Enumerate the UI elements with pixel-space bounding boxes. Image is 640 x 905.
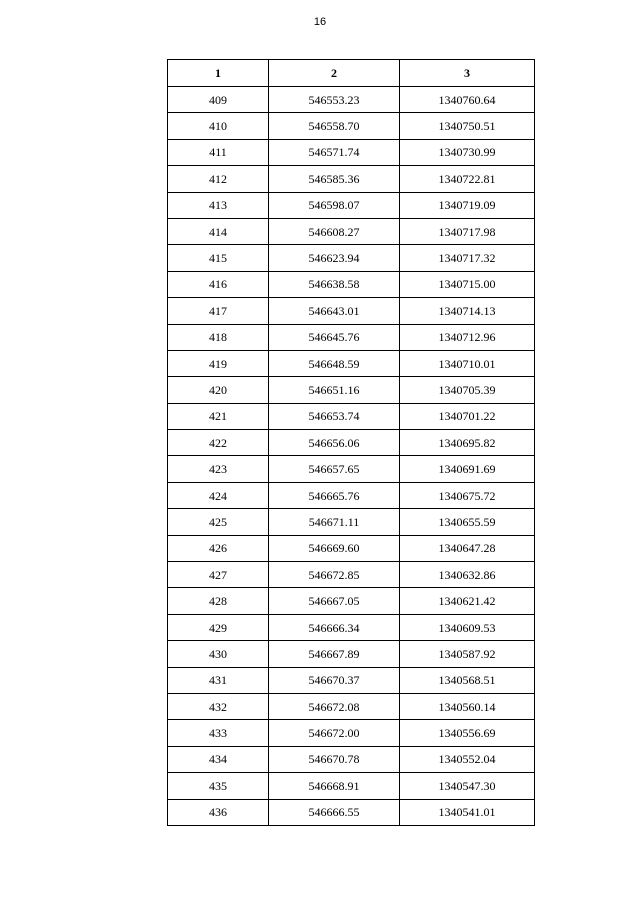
x-coordinate-cell: 546672.08	[269, 693, 400, 719]
point-number-cell: 426	[168, 535, 269, 561]
y-coordinate-cell: 1340560.14	[400, 693, 535, 719]
y-coordinate-cell: 1340609.53	[400, 614, 535, 640]
point-number-cell: 428	[168, 588, 269, 614]
y-coordinate-cell: 1340632.86	[400, 562, 535, 588]
point-number-cell: 412	[168, 166, 269, 192]
y-coordinate-cell: 1340701.22	[400, 403, 535, 429]
table-row	[168, 271, 535, 297]
table-row	[168, 192, 535, 218]
table-row	[168, 456, 535, 482]
table-header-row	[168, 60, 535, 87]
x-coordinate-cell: 546670.78	[269, 746, 400, 772]
y-coordinate-cell: 1340717.32	[400, 245, 535, 271]
point-number-cell: 420	[168, 377, 269, 403]
y-coordinate-cell: 1340691.69	[400, 456, 535, 482]
table-row	[168, 87, 535, 113]
point-number-cell: 419	[168, 350, 269, 376]
y-coordinate-cell: 1340760.64	[400, 87, 535, 113]
y-coordinate-cell: 1340719.09	[400, 192, 535, 218]
y-coordinate-cell: 1340730.99	[400, 139, 535, 165]
point-number-cell: 411	[168, 139, 269, 165]
y-coordinate-cell: 1340714.13	[400, 298, 535, 324]
y-coordinate-cell: 1340722.81	[400, 166, 535, 192]
point-number-cell: 413	[168, 192, 269, 218]
point-number-cell: 423	[168, 456, 269, 482]
point-number-cell: 433	[168, 720, 269, 746]
y-coordinate-cell: 1340705.39	[400, 377, 535, 403]
point-number-cell: 422	[168, 430, 269, 456]
x-coordinate-cell: 546653.74	[269, 403, 400, 429]
x-coordinate-cell: 546672.00	[269, 720, 400, 746]
y-coordinate-cell: 1340568.51	[400, 667, 535, 693]
y-coordinate-cell: 1340552.04	[400, 746, 535, 772]
point-number-cell: 435	[168, 773, 269, 799]
table-row	[168, 139, 535, 165]
table-row	[168, 588, 535, 614]
y-coordinate-cell: 1340717.98	[400, 218, 535, 244]
table-row	[168, 403, 535, 429]
x-coordinate-cell: 546665.76	[269, 482, 400, 508]
y-coordinate-cell: 1340547.30	[400, 773, 535, 799]
x-coordinate-cell: 546585.36	[269, 166, 400, 192]
point-number-cell: 424	[168, 482, 269, 508]
point-number-cell: 418	[168, 324, 269, 350]
table-row	[168, 298, 535, 324]
page-number: 16	[313, 16, 327, 28]
point-number-cell: 415	[168, 245, 269, 271]
table-row	[168, 218, 535, 244]
point-number-cell: 421	[168, 403, 269, 429]
x-coordinate-cell: 546666.55	[269, 799, 400, 825]
y-coordinate-cell: 1340750.51	[400, 113, 535, 139]
y-coordinate-cell: 1340621.42	[400, 588, 535, 614]
x-coordinate-cell: 546608.27	[269, 218, 400, 244]
table-row	[168, 746, 535, 772]
column-header-3: 3	[400, 60, 535, 87]
x-coordinate-cell: 546643.01	[269, 298, 400, 324]
coordinates-table	[167, 59, 535, 826]
point-number-cell: 429	[168, 614, 269, 640]
x-coordinate-cell: 546672.85	[269, 562, 400, 588]
y-coordinate-cell: 1340655.59	[400, 509, 535, 535]
table-row	[168, 509, 535, 535]
x-coordinate-cell: 546666.34	[269, 614, 400, 640]
y-coordinate-cell: 1340710.01	[400, 350, 535, 376]
x-coordinate-cell: 546553.23	[269, 87, 400, 113]
table-row	[168, 482, 535, 508]
point-number-cell: 432	[168, 693, 269, 719]
table-body	[168, 87, 535, 826]
y-coordinate-cell: 1340556.69	[400, 720, 535, 746]
table-row	[168, 166, 535, 192]
x-coordinate-cell: 546651.16	[269, 377, 400, 403]
x-coordinate-cell: 546667.89	[269, 641, 400, 667]
table-row	[168, 377, 535, 403]
y-coordinate-cell: 1340715.00	[400, 271, 535, 297]
point-number-cell: 434	[168, 746, 269, 772]
x-coordinate-cell: 546598.07	[269, 192, 400, 218]
y-coordinate-cell: 1340675.72	[400, 482, 535, 508]
point-number-cell: 425	[168, 509, 269, 535]
table-row	[168, 720, 535, 746]
table-row	[168, 535, 535, 561]
x-coordinate-cell: 546669.60	[269, 535, 400, 561]
x-coordinate-cell: 546670.37	[269, 667, 400, 693]
x-coordinate-cell: 546667.05	[269, 588, 400, 614]
table-row	[168, 430, 535, 456]
table-row	[168, 614, 535, 640]
x-coordinate-cell: 546645.76	[269, 324, 400, 350]
column-header-1: 1	[168, 60, 269, 87]
column-header-2: 2	[269, 60, 400, 87]
table-row	[168, 693, 535, 719]
x-coordinate-cell: 546571.74	[269, 139, 400, 165]
table-row	[168, 324, 535, 350]
table-row	[168, 641, 535, 667]
x-coordinate-cell: 546656.06	[269, 430, 400, 456]
table-row	[168, 562, 535, 588]
point-number-cell: 409	[168, 87, 269, 113]
y-coordinate-cell: 1340541.01	[400, 799, 535, 825]
x-coordinate-cell: 546668.91	[269, 773, 400, 799]
point-number-cell: 431	[168, 667, 269, 693]
x-coordinate-cell: 546623.94	[269, 245, 400, 271]
y-coordinate-cell: 1340695.82	[400, 430, 535, 456]
x-coordinate-cell: 546657.65	[269, 456, 400, 482]
table-row	[168, 799, 535, 825]
point-number-cell: 436	[168, 799, 269, 825]
point-number-cell: 417	[168, 298, 269, 324]
table-row	[168, 350, 535, 376]
y-coordinate-cell: 1340647.28	[400, 535, 535, 561]
x-coordinate-cell: 546648.59	[269, 350, 400, 376]
table-row	[168, 113, 535, 139]
y-coordinate-cell: 1340712.96	[400, 324, 535, 350]
table-row	[168, 773, 535, 799]
x-coordinate-cell: 546671.11	[269, 509, 400, 535]
y-coordinate-cell: 1340587.92	[400, 641, 535, 667]
point-number-cell: 430	[168, 641, 269, 667]
point-number-cell: 414	[168, 218, 269, 244]
point-number-cell: 427	[168, 562, 269, 588]
x-coordinate-cell: 546558.70	[269, 113, 400, 139]
table-row	[168, 245, 535, 271]
x-coordinate-cell: 546638.58	[269, 271, 400, 297]
table-row	[168, 667, 535, 693]
point-number-cell: 416	[168, 271, 269, 297]
point-number-cell: 410	[168, 113, 269, 139]
